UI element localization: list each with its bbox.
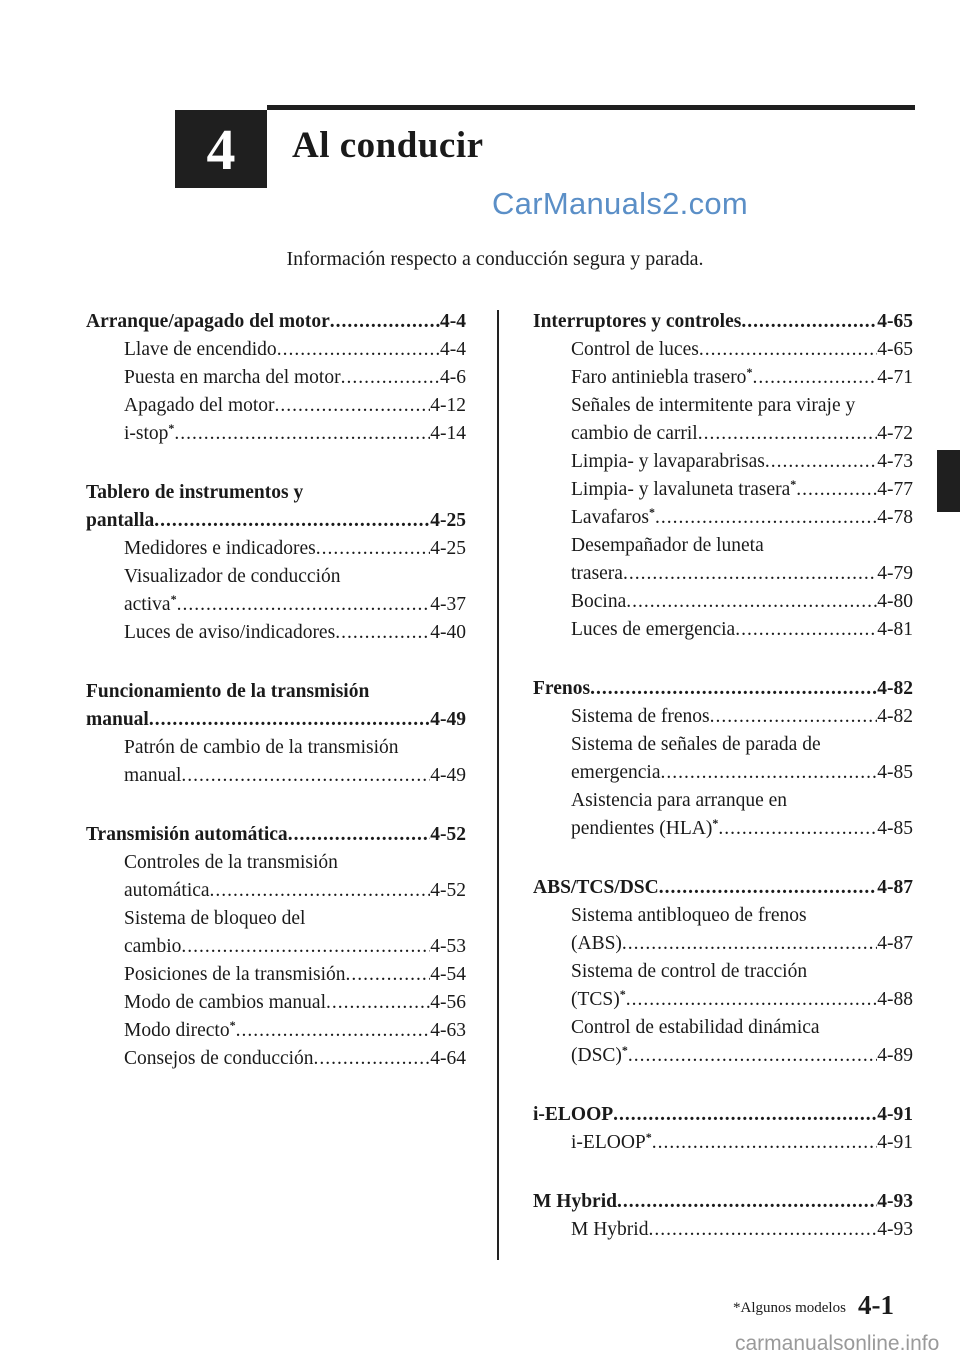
toc-entry-page: 4-65 [877, 339, 913, 360]
leader-dots [316, 535, 431, 563]
toc-section-heading-label: ABS/TCS/DSC [533, 877, 659, 898]
toc-section-heading [86, 507, 466, 535]
chapter-title: Al conducir [292, 125, 484, 166]
toc-entry [533, 986, 913, 1014]
toc-section-heading [533, 308, 913, 336]
toc-section-heading-line: Funcionamiento de la transmisión [86, 681, 370, 702]
some-models-asterisk: * [712, 816, 719, 830]
toc-entry-label: Apagado del motor [124, 395, 275, 416]
toc-section [533, 675, 913, 843]
toc-entry-label: Sistema de frenos [571, 706, 710, 727]
leader-dots [698, 420, 878, 448]
toc-section-heading-text [86, 706, 149, 734]
leader-dots [326, 989, 430, 1017]
leader-dots [623, 560, 877, 588]
leader-dots [710, 703, 878, 731]
toc-entry-text [571, 1129, 652, 1157]
toc-entry-text [571, 588, 626, 616]
toc-entry-text [571, 364, 752, 392]
toc-left-column [86, 308, 466, 1104]
toc-entry-line: Controles de la transmisión [124, 852, 338, 873]
toc-entry-line: Asistencia para arranque en [571, 790, 788, 811]
toc-entry [86, 364, 466, 392]
toc-section [533, 874, 913, 1070]
some-models-asterisk: * [170, 592, 177, 606]
toc-entry-page: 4-6 [440, 367, 466, 388]
toc-entry-page: 4-88 [877, 989, 913, 1010]
toc-entry-label: (ABS) [571, 933, 622, 954]
toc-entry [533, 588, 913, 616]
toc-entry-line: Sistema de control de tracción [571, 961, 808, 982]
toc-entry-text [571, 476, 796, 504]
toc-section-heading-page: 4-65 [877, 311, 913, 332]
toc-entry-text [124, 619, 335, 647]
leader-dots [236, 1017, 431, 1045]
some-models-asterisk: * [621, 1043, 628, 1057]
toc-entry [86, 619, 466, 647]
leader-dots [181, 762, 430, 790]
toc-section-heading [533, 1101, 913, 1129]
toc-entry-label: (DSC) [571, 1045, 622, 1066]
toc-entry [86, 1045, 466, 1073]
toc-entry-page: 4-37 [430, 594, 466, 615]
toc-entry-page: 4-71 [877, 367, 913, 388]
toc-entry-page: 4-85 [877, 818, 913, 839]
page-number: 4-1 [858, 1290, 894, 1320]
toc-section-heading-text [533, 1101, 613, 1129]
toc-section-heading-label: M Hybrid [533, 1191, 617, 1212]
toc-entry-label: Faro antiniebla trasero [571, 367, 747, 388]
toc-entry-label: activa [124, 594, 171, 615]
toc-entry [533, 930, 913, 958]
footnote-some-models: *Algunos modelos [733, 1300, 846, 1316]
toc-entry [533, 759, 913, 787]
toc-entry [533, 1042, 913, 1070]
toc-section-heading [533, 1188, 913, 1216]
toc-entry-page: 4-78 [877, 507, 913, 528]
toc-entry [86, 1017, 466, 1045]
toc-section [533, 1188, 913, 1244]
toc-entry-text [124, 392, 275, 420]
toc-entry-text [571, 448, 765, 476]
toc-entry-text [124, 364, 341, 392]
toc-entry-label: Limpia- y lavaluneta trasera [571, 479, 791, 500]
toc-entry-page: 4-40 [430, 622, 466, 643]
toc-section-heading-page: 4-87 [877, 877, 913, 898]
toc-entry-text [571, 336, 699, 364]
toc-entry-page: 4-79 [877, 563, 913, 584]
toc-entry-page: 4-4 [440, 339, 466, 360]
leader-dots [330, 308, 440, 336]
toc-section-heading-text [533, 1188, 617, 1216]
toc-entry [533, 1129, 913, 1157]
toc-section-heading-line: Tablero de instrumentos y [86, 482, 304, 503]
toc-entry-text [124, 591, 177, 619]
toc-entry [533, 1216, 913, 1244]
toc-entry-label: M Hybrid [571, 1219, 649, 1240]
toc-entry-page: 4-54 [430, 964, 466, 985]
toc-section-heading-text [86, 308, 330, 336]
toc-entry-page: 4-53 [430, 936, 466, 957]
toc-entry-text [571, 986, 626, 1014]
toc-entry-line: Visualizador de conducción [124, 566, 341, 587]
toc-entry-label: Luces de aviso/indicadores [124, 622, 336, 643]
toc-entry-text [571, 1042, 628, 1070]
toc-entry [533, 420, 913, 448]
toc-entry-label: Modo directo [124, 1020, 230, 1041]
leader-dots [735, 616, 877, 644]
leader-dots [181, 933, 430, 961]
toc-entry-page: 4-87 [877, 933, 913, 954]
toc-entry-page: 4-63 [430, 1020, 466, 1041]
leader-dots [341, 364, 440, 392]
toc-section [533, 1101, 913, 1157]
toc-entry-page: 4-80 [877, 591, 913, 612]
toc-section-heading [533, 874, 913, 902]
header-rule [267, 105, 915, 110]
toc-entry-text [571, 759, 661, 787]
toc-entry-label: manual [124, 765, 182, 786]
toc-entry-label: i-stop [124, 423, 169, 444]
toc-entry-page: 4-12 [430, 395, 466, 416]
toc-section-heading-page: 4-49 [430, 709, 466, 730]
toc-entry-label: Control de luces [571, 339, 699, 360]
leader-dots [210, 877, 431, 905]
toc-entry-page: 4-64 [430, 1048, 466, 1069]
leader-dots [288, 821, 431, 849]
toc-entry [86, 961, 466, 989]
chapter-number: 4 [206, 116, 236, 182]
toc-entry-line: Patrón de cambio de la transmisión [124, 737, 399, 758]
toc-entry-text [124, 961, 346, 989]
toc-section-heading-text [533, 874, 659, 902]
toc-entry-page: 4-49 [430, 765, 466, 786]
toc-entry-page: 4-14 [430, 423, 466, 444]
toc-entry-page: 4-73 [877, 451, 913, 472]
toc-entry [86, 336, 466, 364]
toc-entry-text [571, 930, 622, 958]
toc-section-heading-page: 4-52 [430, 824, 466, 845]
leader-dots [648, 1216, 877, 1244]
leader-dots [655, 504, 877, 532]
toc-entry-label: trasera [571, 563, 623, 584]
leader-dots [314, 1045, 431, 1073]
toc-entry-line: Sistema de bloqueo del [124, 908, 306, 929]
toc-entry-text [571, 560, 623, 588]
toc-entry-label: Limpia- y lavaparabrisas [571, 451, 765, 472]
toc-entry [86, 591, 466, 619]
leader-dots [174, 420, 430, 448]
toc-entry [533, 476, 913, 504]
toc-section [86, 821, 466, 1073]
toc-entry-text [571, 703, 710, 731]
toc-section-heading-page: 4-82 [877, 678, 913, 699]
toc-section-heading-page: 4-93 [877, 1191, 913, 1212]
toc-section-heading-label: pantalla [86, 510, 155, 531]
toc-entry-text [571, 504, 655, 532]
leader-dots [718, 815, 877, 843]
toc-entry-text [124, 762, 181, 790]
toc-entry-page: 4-72 [877, 423, 913, 444]
watermark: CarManuals2.com [492, 186, 749, 221]
toc-section-heading-text [533, 675, 590, 703]
some-models-asterisk: * [648, 505, 655, 519]
toc-section-heading [86, 308, 466, 336]
chapter-number-box [175, 110, 267, 188]
toc-entry-line: Sistema de señales de parada de [571, 734, 821, 755]
some-models-asterisk: * [619, 987, 626, 1001]
toc-entry-label: cambio de carril [571, 423, 698, 444]
toc-entry [533, 336, 913, 364]
leader-dots [154, 507, 430, 535]
toc-entry [86, 762, 466, 790]
leader-dots [335, 619, 430, 647]
leader-dots [590, 675, 877, 703]
toc-section-heading-page: 4-4 [440, 311, 466, 332]
toc-section [86, 479, 466, 647]
toc-entry [86, 933, 466, 961]
toc-section-heading [86, 706, 466, 734]
toc-entry-text [124, 1045, 314, 1073]
toc-entry-page: 4-77 [877, 479, 913, 500]
toc-entry [533, 815, 913, 843]
toc-entry [533, 448, 913, 476]
toc-section-heading-label: i-ELOOP [533, 1104, 614, 1125]
toc-entry-label: Modo de cambios manual [124, 992, 326, 1013]
leader-dots [652, 1129, 878, 1157]
toc-entry-page: 4-85 [877, 762, 913, 783]
leader-dots [149, 706, 430, 734]
toc-section-heading-text [533, 308, 741, 336]
toc-entry-page: 4-81 [877, 619, 913, 640]
toc-section-heading-label: Transmisión automática [86, 824, 288, 845]
toc-right-column [533, 308, 913, 1275]
toc-entry [86, 420, 466, 448]
leader-dots [626, 986, 878, 1014]
toc-entry-text [571, 420, 698, 448]
leader-dots [177, 591, 431, 619]
leader-dots [277, 336, 440, 364]
toc-section [533, 308, 913, 644]
toc-entry-label: Consejos de conducción [124, 1048, 314, 1069]
toc-entry-text [124, 420, 174, 448]
toc-entry-page: 4-52 [430, 880, 466, 901]
toc-entry-text [124, 1017, 236, 1045]
leader-dots [796, 476, 877, 504]
toc-entry [533, 504, 913, 532]
toc-section-heading-page: 4-91 [877, 1104, 913, 1125]
toc-entry-page: 4-89 [877, 1045, 913, 1066]
toc-section-heading-text [86, 507, 154, 535]
toc-entry-line: Sistema antibloqueo de frenos [571, 905, 807, 926]
toc-section-heading-text [86, 821, 288, 849]
leader-dots [741, 308, 877, 336]
toc-entry [533, 364, 913, 392]
leader-dots [659, 874, 878, 902]
toc-entry [86, 392, 466, 420]
toc-entry-label: emergencia [571, 762, 661, 783]
toc-section-heading [86, 821, 466, 849]
toc-section-heading-label: Arranque/apagado del motor [86, 311, 330, 332]
toc-entry-page: 4-25 [430, 538, 466, 559]
some-models-asterisk: * [790, 477, 797, 491]
toc-entry-text [124, 336, 277, 364]
toc-entry-label: (TCS) [571, 989, 620, 1010]
toc-entry [86, 535, 466, 563]
toc-entry-label: Llave de encendido [124, 339, 277, 360]
toc-entry-label: automática [124, 880, 210, 901]
toc-section-heading-page: 4-25 [430, 510, 466, 531]
toc-entry-text [124, 877, 210, 905]
toc-entry-text [571, 616, 735, 644]
leader-dots [617, 1188, 877, 1216]
toc-entry-label: Medidores e indicadores [124, 538, 316, 559]
leader-dots [613, 1101, 877, 1129]
toc-entry-text [124, 535, 316, 563]
toc-entry [86, 989, 466, 1017]
chapter-intro: Información respecto a conducción segura y parada. [286, 248, 704, 270]
toc-entry-page: 4-93 [877, 1219, 913, 1240]
chapter-side-tab [937, 450, 960, 512]
toc-section [86, 308, 466, 448]
toc-entry-label: Puesta en marcha del motor [124, 367, 341, 388]
some-models-asterisk: * [746, 365, 753, 379]
leader-dots [626, 588, 877, 616]
toc-entry-label: pendientes (HLA) [571, 818, 713, 839]
toc-section-heading-label: Interruptores y controles [533, 311, 742, 332]
toc-entry-text [571, 1216, 648, 1244]
some-models-asterisk: * [645, 1130, 652, 1144]
some-models-asterisk: * [168, 421, 175, 435]
toc-entry-line: Control de estabilidad dinámica [571, 1017, 820, 1038]
toc-entry-label: Lavafaros [571, 507, 649, 528]
leader-dots [346, 961, 431, 989]
leader-dots [699, 336, 877, 364]
toc-entry-label: Bocina [571, 591, 627, 612]
toc-entry [533, 616, 913, 644]
leader-dots [765, 448, 877, 476]
toc-entry [86, 877, 466, 905]
leader-dots [622, 930, 877, 958]
toc-entry-text [571, 815, 718, 843]
leader-dots [752, 364, 877, 392]
toc-entry-label: i-ELOOP [571, 1132, 646, 1153]
toc-section-heading [533, 675, 913, 703]
toc-section [86, 678, 466, 790]
leader-dots [275, 392, 431, 420]
toc-entry [533, 560, 913, 588]
leader-dots [628, 1042, 877, 1070]
toc-entry-page: 4-56 [430, 992, 466, 1013]
toc-entry [533, 703, 913, 731]
column-divider [497, 310, 499, 1260]
some-models-asterisk: * [229, 1018, 236, 1032]
toc-entry-label: Luces de emergencia [571, 619, 736, 640]
site-brand: carmanualsonline.info [735, 1332, 940, 1355]
toc-entry-line: Desempañador de luneta [571, 535, 764, 556]
toc-section-heading-label: manual [86, 709, 149, 730]
toc-entry-text [124, 933, 181, 961]
toc-entry-line: Señales de intermitente para viraje y [571, 395, 856, 416]
toc-entry-text [124, 989, 326, 1017]
toc-entry-label: Posiciones de la transmisión [124, 964, 346, 985]
toc-section-heading-label: Frenos [533, 678, 591, 699]
toc-entry-page: 4-82 [877, 706, 913, 727]
toc-entry-page: 4-91 [877, 1132, 913, 1153]
toc-entry-label: cambio [124, 936, 182, 957]
leader-dots [661, 759, 878, 787]
